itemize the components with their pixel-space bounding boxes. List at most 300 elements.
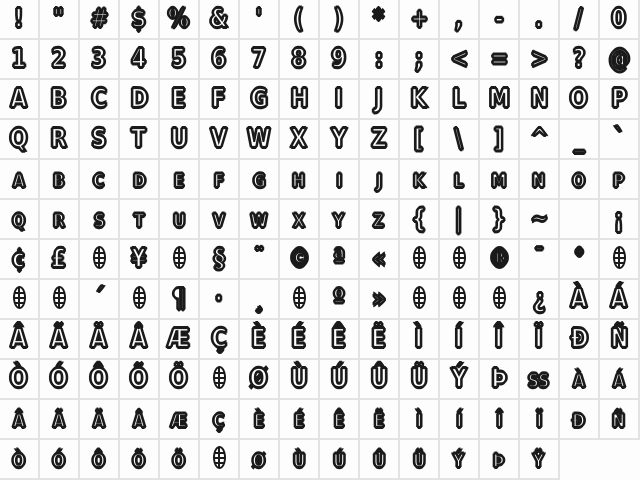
glyph-cell[interactable] [120,120,160,160]
glyph: / [575,3,583,34]
glyph: M [488,83,510,114]
glyph-cell[interactable] [440,160,480,200]
glyph-cell[interactable] [0,400,40,440]
glyph-cell[interactable] [440,440,480,480]
glyph-cell[interactable] [480,200,520,240]
glyph-cell[interactable] [520,360,560,400]
glyph-cell[interactable] [440,80,480,120]
glyph-cell[interactable] [360,160,400,200]
glyph-cell[interactable] [520,120,560,160]
glyph-cell[interactable] [0,120,40,160]
glyph: ÿ [533,443,545,474]
glyph: O [569,83,589,114]
glyph: º [332,283,345,314]
glyph-cell[interactable] [80,320,120,360]
glyph-cell[interactable] [320,320,360,360]
glyph-cell[interactable] [120,280,160,320]
glyph-cell[interactable] [560,360,600,400]
glyph-cell[interactable] [240,440,280,480]
glyph-cell[interactable] [560,280,600,320]
glyph-cell[interactable] [0,200,40,240]
glyph-cell[interactable] [360,240,400,280]
glyph-cell[interactable] [280,80,320,120]
glyph: } [491,203,507,234]
glyph-cell[interactable] [160,400,200,440]
glyph-cell[interactable] [520,40,560,80]
glyph-cell[interactable] [120,40,160,80]
glyph: á [613,363,625,394]
glyph-cell[interactable] [360,320,400,360]
glyph-cell[interactable] [40,400,80,440]
glyph-cell[interactable] [480,240,520,280]
notdef-glyph [213,446,226,469]
glyph-cell[interactable] [80,240,120,280]
glyph: ´ [93,283,105,314]
glyph-cell[interactable] [40,440,80,480]
glyph-cell[interactable] [40,280,80,320]
glyph: Â [10,323,28,354]
glyph-cell[interactable] [200,40,240,80]
glyph-cell[interactable] [320,360,360,400]
glyph: " [53,3,65,34]
glyph-cell[interactable] [280,400,320,440]
glyph-cell[interactable] [440,280,480,320]
glyph-cell[interactable] [440,360,480,400]
glyph: < [450,43,468,74]
glyph-cell[interactable] [160,80,200,120]
glyph-cell[interactable] [240,360,280,400]
glyph: ^ [530,123,548,154]
glyph-cell[interactable] [360,120,400,160]
glyph: ä [93,403,105,434]
glyph-cell[interactable] [200,320,240,360]
glyph-cell[interactable] [80,120,120,160]
glyph: n [532,163,546,194]
glyph-cell[interactable] [480,0,520,40]
glyph-cell[interactable] [320,120,360,160]
glyph-row [0,120,640,160]
glyph: w [250,203,268,234]
glyph: T [131,123,147,154]
glyph-cell[interactable] [400,80,440,120]
glyph: ¶ [172,283,186,314]
glyph-cell[interactable] [160,160,200,200]
glyph-cell[interactable] [0,240,40,280]
glyph-cell[interactable] [40,40,80,80]
glyph-cell[interactable] [240,40,280,80]
glyph-cell[interactable] [520,200,560,240]
glyph: « [372,243,386,274]
glyph: N [530,83,548,114]
notdef-glyph [453,246,466,269]
glyph: ò [12,443,26,474]
glyph-cell[interactable] [560,120,600,160]
glyph-cell[interactable] [440,320,480,360]
glyph: ì [416,403,422,434]
glyph-cell[interactable] [200,80,240,120]
glyph-cell[interactable] [320,240,360,280]
glyph: Ä [90,323,108,354]
glyph: 6 [211,43,227,74]
glyph: r [53,203,65,234]
glyph: ; [414,43,424,74]
glyph-cell[interactable] [440,200,480,240]
glyph-cell[interactable] [160,280,200,320]
glyph-cell[interactable] [200,240,240,280]
glyph-cell[interactable] [360,0,400,40]
glyph-cell[interactable] [400,0,440,40]
glyph: | [455,203,463,234]
glyph-cell[interactable] [560,400,600,440]
glyph: D [130,83,148,114]
glyph: s [93,203,105,234]
glyph: l [454,163,464,194]
glyph: $ [131,3,147,34]
glyph: Ë [371,323,387,354]
glyph: d [132,163,146,194]
glyph-row [0,280,640,320]
glyph-cell[interactable] [120,80,160,120]
glyph-cell[interactable] [160,40,200,80]
glyph-cell[interactable] [360,200,400,240]
glyph: L [452,83,466,114]
glyph-cell[interactable] [360,440,400,480]
glyph-cell[interactable] [480,40,520,80]
notdef-glyph [53,286,66,309]
glyph-cell[interactable] [160,120,200,160]
glyph-row [0,400,640,440]
glyph-cell[interactable] [560,320,600,360]
glyph-cell[interactable] [120,360,160,400]
glyph-cell[interactable] [400,320,440,360]
glyph: Ö [169,363,189,394]
glyph: \ [455,123,463,154]
glyph: p [613,163,625,194]
glyph-cell[interactable] [80,40,120,80]
glyph-row [0,360,640,400]
glyph-cell[interactable] [0,280,40,320]
glyph-cell[interactable] [360,280,400,320]
glyph-cell[interactable] [560,160,600,200]
glyph-cell[interactable] [0,360,40,400]
glyph: È [251,323,267,354]
glyph-cell[interactable] [280,440,320,480]
glyph-cell[interactable] [480,280,520,320]
glyph-cell[interactable] [600,40,640,80]
glyph-cell[interactable] [600,320,640,360]
glyph-cell[interactable] [440,40,480,80]
glyph-cell[interactable] [40,200,80,240]
glyph-cell[interactable] [480,160,520,200]
glyph-cell[interactable] [40,0,80,40]
glyph-cell[interactable] [0,80,40,120]
glyph: = [490,43,508,74]
glyph: # [90,3,108,34]
glyph-cell[interactable] [200,440,240,480]
glyph-cell[interactable] [520,280,560,320]
glyph-row [0,440,640,480]
glyph: Å [130,323,148,354]
glyph-cell[interactable] [240,280,280,320]
glyph-cell[interactable] [200,120,240,160]
glyph: ß [528,363,550,394]
glyph: + [410,3,428,34]
glyph-cell[interactable] [160,360,200,400]
glyph-cell[interactable] [560,40,600,80]
glyph-cell[interactable] [40,240,80,280]
glyph: ø [252,443,266,474]
glyph-cell[interactable] [400,200,440,240]
glyph: ¿ [532,283,546,314]
glyph-cell[interactable] [520,440,560,480]
glyph-cell[interactable] [280,360,320,400]
glyph-cell[interactable] [480,80,520,120]
glyph-cell[interactable] [120,200,160,240]
glyph-cell[interactable] [400,360,440,400]
glyph: 7 [251,43,267,74]
glyph-cell[interactable] [600,0,640,40]
glyph-cell[interactable] [80,280,120,320]
glyph-cell[interactable] [520,240,560,280]
glyph-cell[interactable] [80,160,120,200]
glyph-cell[interactable] [480,400,520,440]
glyph-cell[interactable] [80,400,120,440]
glyph-cell[interactable] [520,0,560,40]
glyph-cell[interactable] [360,80,400,120]
glyph-row [0,320,640,360]
glyph-cell[interactable] [240,240,280,280]
glyph-cell[interactable] [440,240,480,280]
glyph: Õ [129,363,149,394]
glyph-cell[interactable] [600,400,640,440]
glyph: ? [572,43,586,74]
glyph-cell[interactable] [240,120,280,160]
glyph: ü [412,443,426,474]
glyph-cell[interactable] [160,440,200,480]
glyph-cell[interactable] [0,320,40,360]
glyph: X [290,123,308,154]
glyph: Ó [49,363,69,394]
glyph: 1 [11,43,27,74]
glyph: Ú [330,363,348,394]
glyph-cell[interactable] [400,160,440,200]
glyph-cell[interactable] [280,320,320,360]
glyph-cell[interactable] [520,160,560,200]
notdef-glyph [413,246,426,269]
glyph-cell[interactable] [560,0,600,40]
glyph-cell[interactable] [40,360,80,400]
glyph-cell[interactable] [360,360,400,400]
glyph: £ [51,243,67,274]
glyph: ( [294,3,304,34]
glyph-cell[interactable] [160,240,200,280]
glyph: c [93,163,105,194]
glyph: K [410,83,428,114]
glyph: ö [172,443,186,474]
glyph: U [170,123,188,154]
glyph-cell[interactable] [40,320,80,360]
glyph-cell[interactable] [600,120,640,160]
glyph: í [456,403,462,434]
glyph-cell[interactable] [280,240,320,280]
glyph-cell[interactable] [120,240,160,280]
glyph-cell[interactable] [0,0,40,40]
glyph: R [50,123,68,154]
glyph-cell[interactable] [600,80,640,120]
glyph: 8 [291,43,307,74]
glyph: ð [572,403,586,434]
glyph-cell[interactable] [240,80,280,120]
glyph-cell[interactable] [120,160,160,200]
glyph: ç [213,403,225,434]
glyph: a [13,163,25,194]
glyph: ã [53,403,65,434]
glyph-cell[interactable] [600,200,640,240]
glyph-cell[interactable] [200,0,240,40]
glyph-cell[interactable] [320,440,360,480]
glyph-cell[interactable] [360,40,400,80]
glyph-cell[interactable] [200,280,240,320]
glyph-cell[interactable] [0,160,40,200]
glyph: ý [453,443,465,474]
glyph: è [253,403,265,434]
glyph: y [333,203,345,234]
glyph-cell[interactable] [400,240,440,280]
glyph-cell[interactable] [280,160,320,200]
glyph: V [210,123,228,154]
glyph-cell[interactable] [40,120,80,160]
glyph-cell[interactable] [280,40,320,80]
glyph-cell[interactable] [480,320,520,360]
glyph: > [530,43,548,74]
glyph-cell[interactable] [400,280,440,320]
glyph-row [0,40,640,80]
glyph-cell[interactable] [160,200,200,240]
glyph: ¡ [614,203,624,234]
glyph-cell[interactable] [240,0,280,40]
glyph-cell[interactable] [320,400,360,440]
glyph-cell[interactable] [560,200,600,240]
glyph-cell[interactable] [320,40,360,80]
glyph: · [214,283,224,314]
glyph-cell[interactable] [600,240,640,280]
glyph: k [413,163,425,194]
glyph: o [572,163,586,194]
glyph-cell[interactable] [480,360,520,400]
glyph-cell[interactable] [280,280,320,320]
glyph: - [494,3,504,34]
glyph-cell[interactable] [240,320,280,360]
glyph-cell[interactable] [200,400,240,440]
glyph-cell[interactable] [600,280,640,320]
glyph-cell[interactable] [320,80,360,120]
glyph: A [10,83,28,114]
glyph-cell[interactable] [280,200,320,240]
glyph-cell[interactable] [400,440,440,480]
glyph-cell[interactable] [520,80,560,120]
glyph-cell[interactable] [520,320,560,360]
glyph-cell[interactable] [280,0,320,40]
glyph-cell[interactable] [160,0,200,40]
glyph: J [375,83,383,114]
glyph-cell[interactable] [240,200,280,240]
glyph-cell[interactable] [400,40,440,80]
glyph-cell[interactable] [320,160,360,200]
glyph-cell[interactable] [400,400,440,440]
glyph-cell[interactable] [80,360,120,400]
glyph-cell[interactable] [200,160,240,200]
glyph-cell[interactable] [40,80,80,120]
glyph: ` [613,123,625,154]
glyph: ¯ [533,243,545,274]
glyph-cell[interactable] [240,160,280,200]
glyph: å [133,403,145,434]
glyph-cell[interactable] [320,280,360,320]
glyph-cell[interactable] [520,400,560,440]
glyph: Ø [249,363,269,394]
glyph: Þ [491,363,507,394]
glyph-cell[interactable] [280,120,320,160]
glyph: u [172,203,186,234]
glyph-cell[interactable] [320,0,360,40]
glyph: ù [292,443,306,474]
glyph-cell[interactable] [0,40,40,80]
glyph-cell[interactable] [440,0,480,40]
glyph-cell[interactable] [80,200,120,240]
glyph-cell[interactable] [320,200,360,240]
glyph: â [13,403,25,434]
glyph-cell[interactable] [120,440,160,480]
glyph-cell[interactable] [0,440,40,480]
glyph-cell[interactable] [40,160,80,200]
glyph: ñ [612,403,626,434]
glyph: Ü [410,363,428,394]
glyph-cell[interactable] [600,160,640,200]
glyph-cell[interactable] [240,400,280,440]
glyph-cell[interactable] [480,440,520,480]
glyph: Æ [167,323,191,354]
glyph-cell[interactable] [120,0,160,40]
glyph-cell[interactable] [160,320,200,360]
glyph: ó [52,443,66,474]
glyph-cell[interactable] [80,440,120,480]
glyph: é [293,403,305,434]
glyph: à [573,363,585,394]
glyph-cell[interactable] [200,360,240,400]
glyph-cell[interactable] [560,80,600,120]
glyph-cell[interactable] [360,400,400,440]
glyph: ! [14,3,24,34]
glyph: & [209,3,229,34]
glyph-cell[interactable] [600,360,640,400]
glyph-cell[interactable] [120,320,160,360]
glyph-cell[interactable] [400,120,440,160]
glyph: ¨ [253,243,265,274]
glyph-cell[interactable] [560,240,600,280]
glyph-cell[interactable] [440,120,480,160]
glyph: 9 [331,43,347,74]
glyph-row [0,200,640,240]
glyph-cell[interactable] [120,400,160,440]
glyph-cell[interactable] [440,400,480,440]
glyph-cell[interactable] [480,120,520,160]
glyph: Ï [535,323,543,354]
glyph-row [0,80,640,120]
glyph-cell[interactable] [200,200,240,240]
glyph-cell[interactable] [80,0,120,40]
glyph: þ [493,443,505,474]
glyph-cell[interactable] [80,80,120,120]
